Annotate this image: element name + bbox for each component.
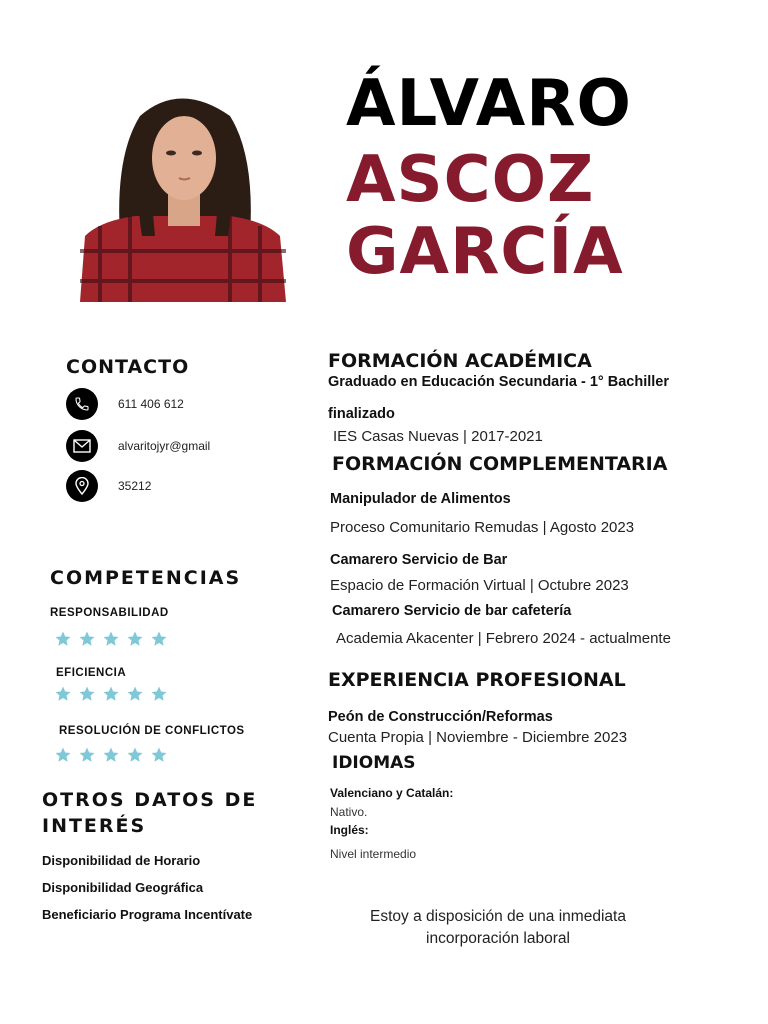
language-name: Inglés: xyxy=(330,823,369,837)
skill-label: EFICIENCIA xyxy=(56,667,127,679)
training-detail: Proceso Comunitario Remudas | Agosto 2023 xyxy=(330,519,635,536)
language-level: Nativo. xyxy=(330,805,368,819)
contact-postal: 35212 xyxy=(118,479,152,493)
star-icon xyxy=(54,630,72,648)
training-course: Manipulador de Alimentos xyxy=(330,491,511,507)
education-school: IES Casas Nuevas | 2017-2021 xyxy=(333,428,543,445)
name-surname-2: GARCÍA xyxy=(346,215,624,289)
other-info-item: Beneficiario Programa Incentívate xyxy=(42,907,253,922)
star-icon xyxy=(126,685,144,703)
star-icon xyxy=(126,746,144,764)
skill-label: RESOLUCIÓN DE CONFLICTOS xyxy=(59,725,245,737)
experience-role: Peón de Construcción/Reformas xyxy=(328,709,553,725)
skill-rating xyxy=(54,746,168,764)
education-heading: FORMACIÓN ACADÉMICA xyxy=(328,350,592,372)
language-name: Valenciano y Catalán: xyxy=(330,786,454,800)
star-icon xyxy=(150,746,168,764)
languages-heading: IDIOMAS xyxy=(332,753,416,773)
location-pin-icon xyxy=(66,470,98,502)
availability-note xyxy=(340,906,656,950)
contact-email[interactable]: alvaritojyr@gmail xyxy=(118,439,211,453)
other-info-heading: OTROS DATOS DE xyxy=(42,789,258,811)
skill-label: RESPONSABILIDAD xyxy=(50,607,169,619)
education-degree-line2: finalizado xyxy=(328,406,395,422)
training-detail: Academia Akacenter | Febrero 2024 - actualmente xyxy=(336,630,671,647)
profile-photo xyxy=(80,86,286,302)
name-first: ÁLVARO xyxy=(346,67,632,141)
training-detail: Espacio de Formación Virtual | Octubre 2023 xyxy=(330,577,629,594)
training-course: Camarero Servicio de Bar xyxy=(330,552,508,568)
availability-line: Estoy a disposición de una inmediata xyxy=(370,908,626,925)
skill-rating xyxy=(54,630,168,648)
star-icon xyxy=(126,630,144,648)
language-level: Nivel intermedio xyxy=(330,847,417,861)
star-icon xyxy=(78,630,96,648)
contact-heading: CONTACTO xyxy=(66,356,190,378)
training-heading: FORMACIÓN COMPLEMENTARIA xyxy=(332,453,668,475)
star-icon xyxy=(78,685,96,703)
star-icon xyxy=(78,746,96,764)
other-info-heading-line2: INTERÉS xyxy=(42,815,147,837)
availability-line: incorporación laboral xyxy=(426,930,570,947)
star-icon xyxy=(150,630,168,648)
star-icon xyxy=(150,685,168,703)
star-icon xyxy=(102,630,120,648)
star-icon xyxy=(102,685,120,703)
contact-phone-row xyxy=(66,388,184,420)
phone-icon xyxy=(66,388,98,420)
experience-detail: Cuenta Propia | Noviembre - Diciembre 2023 xyxy=(328,729,628,746)
experience-heading: EXPERIENCIA PROFESIONAL xyxy=(328,669,626,691)
skills-heading: COMPETENCIAS xyxy=(50,567,242,589)
contact-location-row xyxy=(66,470,151,502)
training-course: Camarero Servicio de bar cafetería xyxy=(332,603,572,619)
name-surname-1: ASCOZ xyxy=(346,143,595,217)
star-icon xyxy=(102,746,120,764)
other-info-item: Disponibilidad Geográfica xyxy=(42,880,204,895)
education-degree: Graduado en Educación Secundaria - 1° Bachiller xyxy=(328,374,670,390)
contact-phone[interactable]: 611 406 612 xyxy=(118,397,184,411)
star-icon xyxy=(54,746,72,764)
mail-icon xyxy=(66,430,98,462)
skill-rating xyxy=(54,685,168,703)
other-info-item: Disponibilidad de Horario xyxy=(42,853,201,868)
star-icon xyxy=(54,685,72,703)
contact-email-row xyxy=(66,430,210,462)
